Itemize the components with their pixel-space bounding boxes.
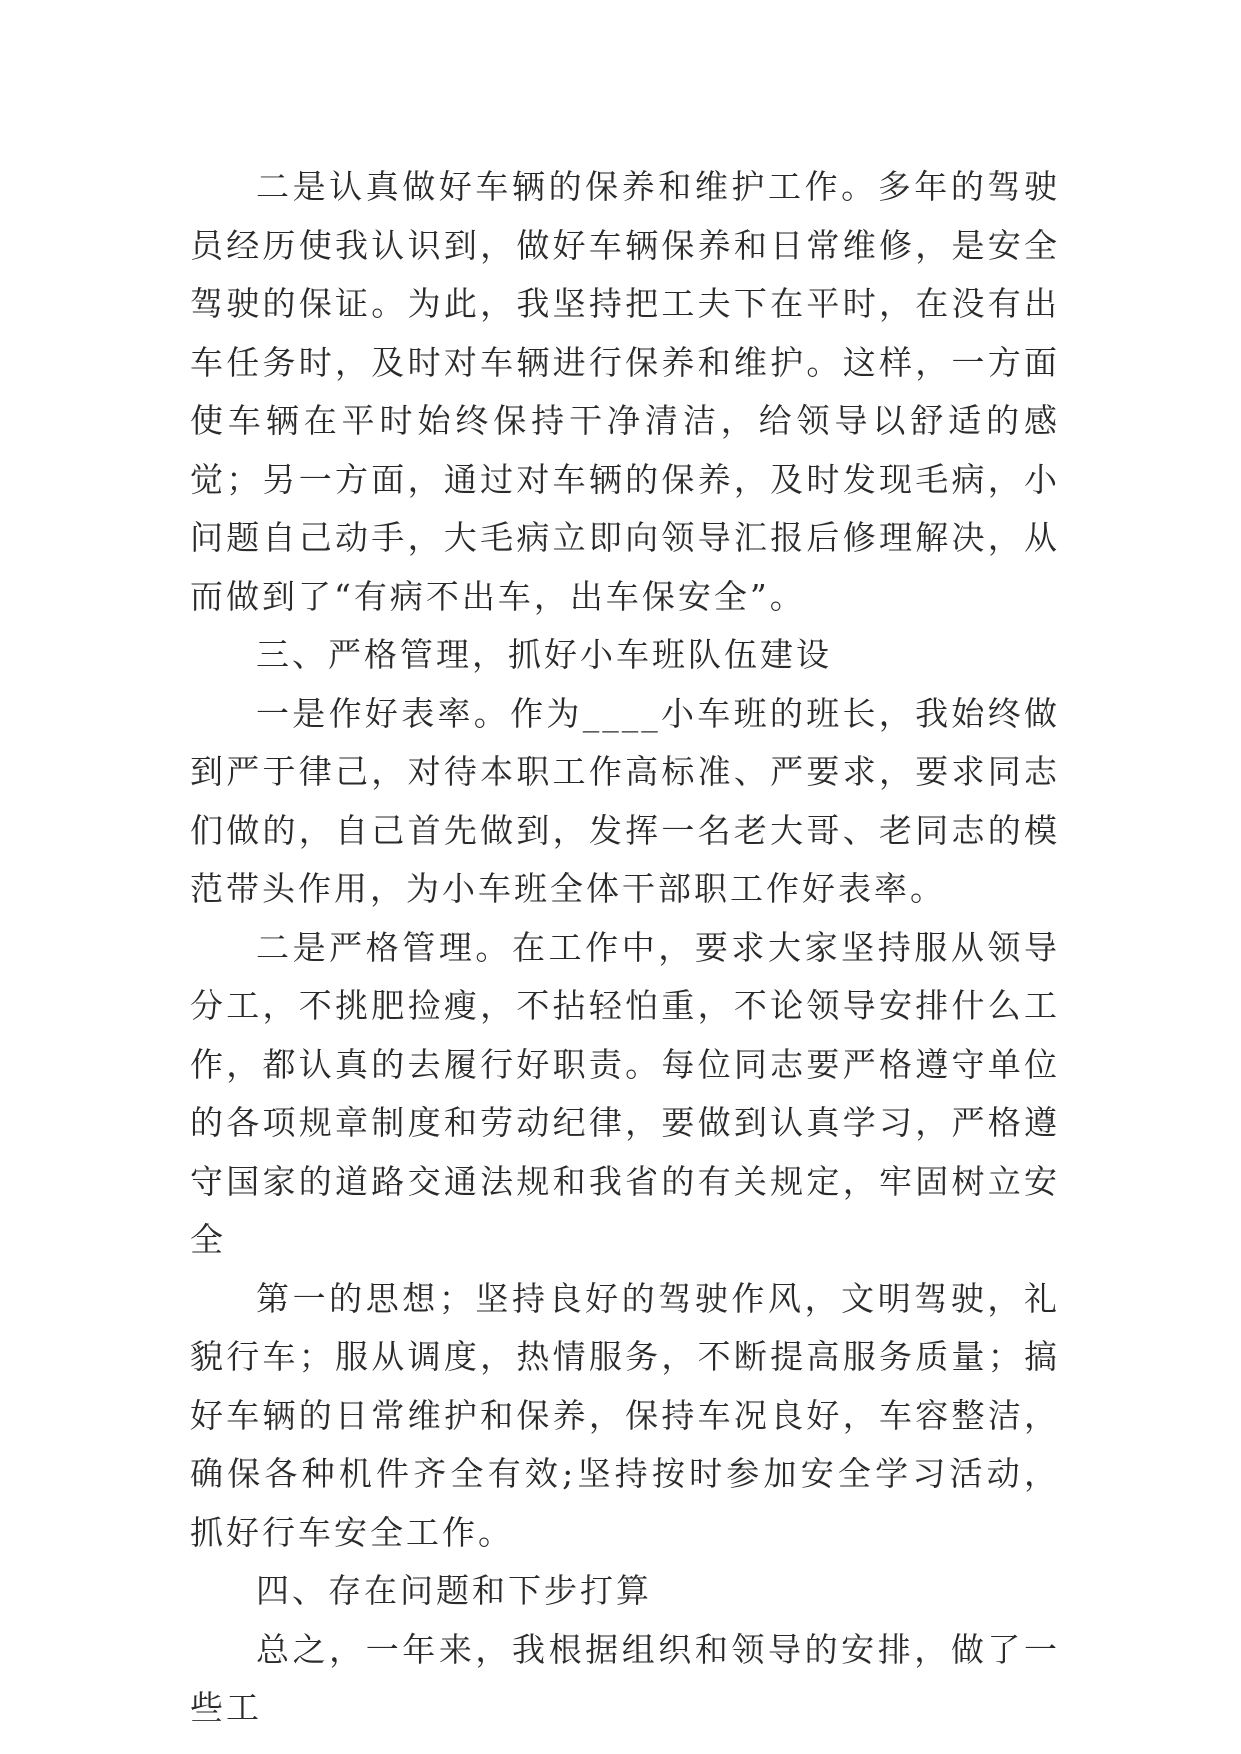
document-body (190, 158, 1060, 1738)
paragraph-set-example: 一是作好表率。作为____小车班的班长，我始终做到严于律己，对待本职工作高标准、严要求，要求同志们做的，自己首先做到，发挥一名老大哥、老同志的模范带头作用，为小车班全体干部职工作好表率。 (190, 693, 1060, 908)
paragraph-safety-first: 第一的思想；坚持良好的驾驶作风，文明驾驶，礼貌行车；服从调度，热情服务，不断提高服务质量；搞好车辆的日常维护和保养，保持车况良好，车容整洁，确保各种机件齐全有效;坚持按时参加安全学习活动，抓好行车安全工作。 (190, 1278, 1060, 1552)
paragraph-summary: 总之，一年来，我根据组织和领导的安排，做了一些工 (190, 1629, 1060, 1727)
section-heading-problems-plans: 四、存在问题和下步打算 (256, 1571, 652, 1610)
paragraph-vehicle-maintenance: 二是认真做好车辆的保养和维护工作。多年的驾驶员经历使我认识到，做好车辆保养和日常维修，是安全驾驶的保证。为此，我坚持把工夫下在平时，在没有出车任务时，及时对车辆进行保养和维护。这样，一方面使车辆在平时始终保持干净清洁，给领导以舒适的感觉；另一方面，通过对车辆的保养，及时发现毛病，小问题自己动手，大毛病立即向领导汇报后修理解决，从而做到了“有病不出车，出车保安全”。 (190, 167, 1060, 616)
paragraph-strict-management: 二是严格管理。在工作中，要求大家坚持服从领导分工，不挑肥捡瘦，不拈轻怕重，不论领导安排什么工作，都认真的去履行好职责。每位同志要严格遵守单位的各项规章制度和劳动纪律，要做到认真学习，严格遵守国家的道路交通法规和我省的有关规定，牢固树立安全 (190, 927, 1060, 1259)
section-heading-strict-management: 三、严格管理，抓好小车班队伍建设 (256, 635, 832, 674)
